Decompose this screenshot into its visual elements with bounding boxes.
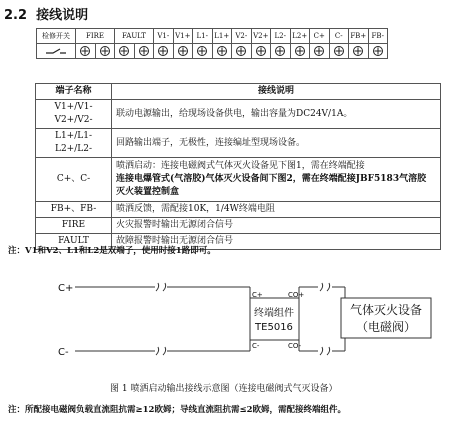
screw-terminal-icon [232,44,252,59]
terminal-label: L2- [271,29,291,44]
device-name: 气体灭火设备 [349,303,423,317]
label-c-plus: C+ [58,283,74,294]
table-row [36,129,441,158]
screw-terminal-icon [290,44,310,59]
wiring-desc-line: 灭火装置控制盒 [116,187,180,197]
screw-terminal-icon [212,44,232,59]
terminal-label: L2+ [290,29,310,44]
break-mark [156,283,166,355]
terminal-label: C+ [310,29,330,44]
terminal-label: FB+ [349,29,369,44]
table-row [36,218,441,234]
label-c-minus: C- [58,347,69,358]
wiring-desc-cell: 故障报警时输出无源闭合信号 [112,234,441,250]
module-name: 终端组件 [254,308,294,319]
screw-terminal-icon [310,44,330,59]
section-number: 2.2 [4,8,28,23]
screw-terminal-icon [271,44,291,59]
terminal-label: L1- [193,29,213,44]
terminal-name-cell: C+、C- [36,158,112,202]
wire-co-minus [299,338,345,355]
screw-terminal-icon [251,44,271,59]
terminal-label: 检修开关 [37,29,76,44]
wiring-desc-cell [112,158,441,202]
note-dual-terminal: 注：V1和V2、L1和L2是双端子，使用时接1路即可。 [8,246,216,256]
wire-c-minus [75,340,250,351]
screw-terminal-icon [329,44,349,59]
wiring-desc-cell: 喷洒反馈，需配接10K，1/4W终端电阻 [112,202,441,218]
terminal-name-cell [36,129,112,158]
terminal-label: V1- [154,29,174,44]
terminal-screw-row [37,44,388,59]
screw-terminal-icon [134,44,154,59]
pin-ci-plus: C+ [252,291,263,299]
section-heading: 接线说明 [36,8,89,23]
wiring-diagram [0,258,465,380]
screw-terminal-icon [349,44,369,59]
wire-co-plus [299,283,345,298]
note-impedance: 注：所配接电磁阀负载直流阻抗需≥12欧姆；导线直流阻抗需≤2欧姆，需配接终端组件。 [8,405,346,415]
table-row [36,202,441,218]
terminal-label: L1+ [212,29,232,44]
terminal-description-table [35,83,441,250]
terminal-name: L1+/L1- L2+/L2- [54,131,93,154]
screw-terminal-icon [173,44,193,59]
terminal-strip [36,28,388,59]
terminal-label: V2- [232,29,252,44]
wiring-desc-cell: 火灾报警时输出无源闭合信号 [112,218,441,234]
screw-terminal-icon [193,44,213,59]
screw-terminal-icon [76,44,96,59]
table-header-row [36,84,441,100]
terminal-label: FAULT [115,29,154,44]
terminal-name-cell: FB+、FB- [36,202,112,218]
terminal-label-row [37,29,388,44]
terminal-name-cell [36,100,112,129]
screw-terminal-icon [115,44,135,59]
screw-terminal-icon [95,44,115,59]
terminal-label: V2+ [251,29,271,44]
screw-terminal-icon [368,44,388,59]
wiring-desc-line: 连接电爆管式(气溶胶)气体灭火设备间下图2，需在终端配接JBF5183气溶胶 [116,174,427,184]
wire-c-plus [75,287,250,298]
header-wiring-desc: 接线说明 [112,84,441,100]
device-subtitle: （电磁阀） [355,320,417,334]
screw-terminal-icon [154,44,174,59]
module-model: TE5016 [255,322,293,333]
pin-co-plus: CO+ [288,291,305,299]
wiring-desc-cell: 联动电源输出，给现场设备供电，输出容量为DC24V/1A。 [112,100,441,129]
terminal-name-cell: FIRE [36,218,112,234]
terminal-label: FIRE [76,29,115,44]
terminal-label: C- [329,29,349,44]
header-terminal-name: 端子名称 [36,84,112,100]
table-row [36,100,441,129]
pin-ci-minus: C- [252,342,260,350]
table-row [36,158,441,202]
switch-icon [37,44,76,59]
terminal-name-cell: FAULT [36,234,112,250]
terminal-module-box [250,298,299,340]
terminal-label: V1+ [173,29,193,44]
wiring-desc-cell: 回路输出端子，无极性，连接编址型现场设备。 [112,129,441,158]
section-title [4,4,88,23]
terminal-label: FB- [368,29,388,44]
terminal-name: V1+/V1- V2+/V2- [54,102,93,125]
wiring-desc-line: 喷洒启动：连接电磁阀式气体灭火设备见下图1，需在终端配接 [116,161,365,171]
pin-co-minus: CO- [288,342,302,350]
figure-caption: 图 1 喷洒启动输出接线示意图（连接电磁阀式气灭设备） [110,384,338,394]
